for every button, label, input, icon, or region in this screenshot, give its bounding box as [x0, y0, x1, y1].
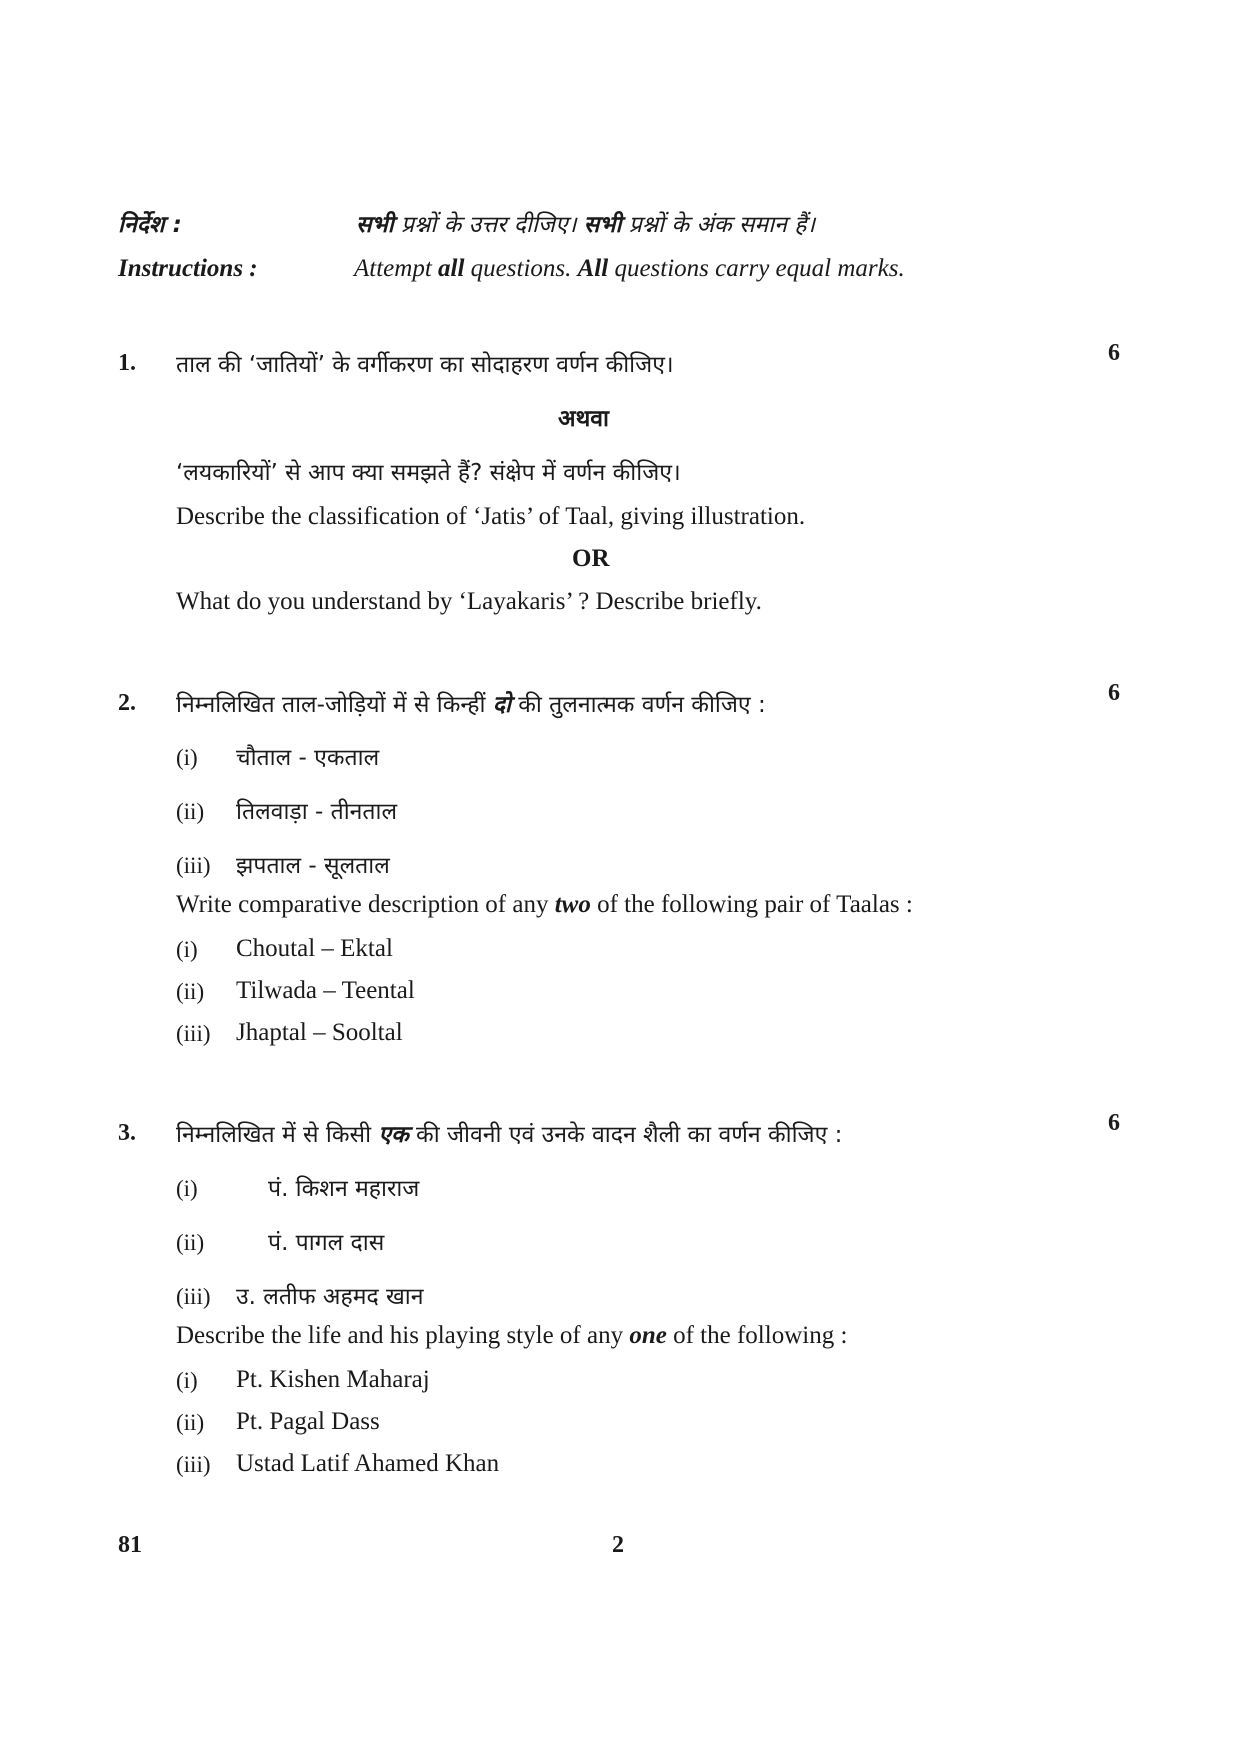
text-run: questions.: [464, 255, 578, 282]
question-marks: 6: [1108, 340, 1120, 366]
emphasis: all: [438, 255, 465, 282]
page-number: 2: [612, 1532, 624, 1558]
text-run: प्रश्नों के उत्तर दीजिए।: [393, 212, 584, 238]
or-hindi: अथवा: [558, 406, 610, 432]
or-english: OR: [572, 545, 610, 572]
text-run: Attempt: [354, 255, 439, 282]
instructions-english-text: [354, 255, 905, 283]
option-text: झपताल - सूलताल: [236, 853, 390, 879]
question-english: Describe the classification of ‘Jatis’ of Taal, giving illustration.: [176, 503, 806, 530]
question-english: [176, 1322, 847, 1350]
emphasis: two: [554, 891, 591, 918]
option-text: उ. लतीफ अहमद खान: [236, 1284, 424, 1310]
option-number: (iii): [176, 853, 211, 878]
option-number: (ii): [176, 799, 205, 824]
question-english: [176, 891, 913, 919]
question-number: 2.: [118, 690, 136, 716]
instructions-english-label: Instructions :: [118, 255, 258, 282]
question-hindi: [176, 1117, 842, 1149]
text-run: Write comparative description of any: [176, 891, 555, 918]
text-run: प्रश्नों के अंक समान हैं।: [621, 212, 816, 238]
question-number: 1.: [118, 350, 136, 376]
text-run: of the following pair of Taalas :: [590, 891, 913, 918]
option-number: (ii): [176, 979, 205, 1004]
question-hindi: ताल की ‘जातियों’ के वर्गीकरण का सोदाहरण वर्णन कीजिए।: [176, 352, 674, 378]
option-text: तिलवाड़ा - तीनताल: [236, 799, 398, 825]
option-number: (ii): [176, 1230, 205, 1255]
question-marks: 6: [1108, 1110, 1120, 1136]
option-number: (i): [176, 745, 198, 770]
text-run: की जीवनी एवं उनके वादन शैली का वर्णन कीजिए :: [408, 1122, 843, 1148]
emphasis: All: [577, 255, 609, 282]
paper-code: 81: [118, 1532, 142, 1558]
instructions-hindi-label: निर्देश :: [118, 212, 182, 238]
text-run: की तुलनात्मक वर्णन कीजिए :: [510, 692, 766, 718]
emphasis: सभी: [583, 212, 622, 238]
text-run: questions carry equal marks.: [608, 255, 905, 282]
option-text: पं. किशन महाराज: [268, 1176, 420, 1202]
option-text: Tilwada – Teental: [236, 977, 415, 1004]
option-number: (i): [176, 1368, 198, 1393]
question-hindi-alternative: ‘लयकारियों’ से आप क्या समझते हैं? संक्षेप में वर्णन कीजिए।: [176, 460, 681, 486]
text-run: Describe the life and his playing style of any: [176, 1322, 630, 1349]
emphasis: एक: [378, 1122, 409, 1148]
option-text: Pt. Kishen Maharaj: [236, 1366, 430, 1393]
question-english-alternative: What do you understand by ‘Layakaris’ ? Describe briefly.: [176, 588, 762, 615]
emphasis: दो: [492, 692, 511, 718]
text-run: निम्नलिखित ताल-जोड़ियों में से किन्हीं: [176, 692, 493, 718]
option-text: Choutal – Ektal: [236, 935, 393, 962]
question-hindi: [176, 687, 766, 719]
text-run: निम्नलिखित में से किसी: [176, 1122, 379, 1148]
option-text: Ustad Latif Ahamed Khan: [236, 1450, 500, 1477]
text-run: of the following :: [666, 1322, 848, 1349]
option-text: पं. पागल दास: [268, 1230, 385, 1256]
option-number: (i): [176, 937, 198, 962]
option-number: (ii): [176, 1410, 205, 1435]
question-number: 3.: [118, 1120, 136, 1146]
instructions-hindi-text: [356, 207, 815, 239]
emphasis: one: [629, 1322, 667, 1349]
option-number: (i): [176, 1176, 198, 1201]
option-number: (iii): [176, 1284, 211, 1309]
emphasis: सभी: [356, 212, 394, 238]
option-text: Jhaptal – Sooltal: [236, 1019, 403, 1046]
option-text: चौताल - एकताल: [236, 745, 380, 771]
option-number: (iii): [176, 1021, 211, 1046]
question-marks: 6: [1108, 680, 1120, 706]
option-text: Pt. Pagal Dass: [236, 1408, 380, 1435]
option-number: (iii): [176, 1452, 211, 1477]
